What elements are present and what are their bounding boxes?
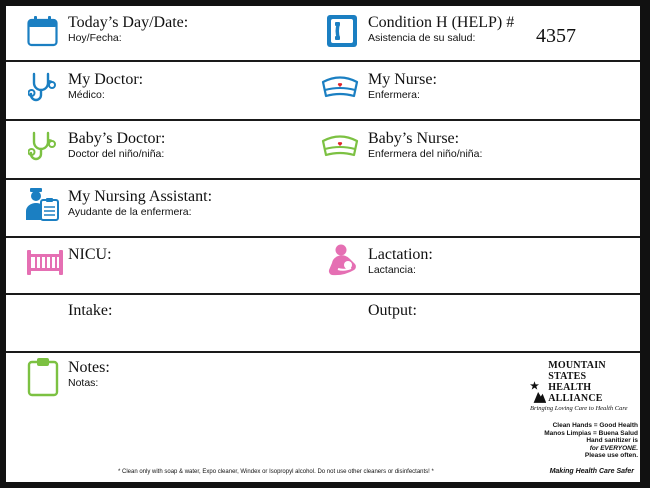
- hygiene-line-4: for EVERYONE.: [589, 444, 638, 452]
- notes-label: Notes:: [68, 359, 110, 376]
- baby-nurse-sublabel: Enfermera del niño/niña:: [368, 148, 483, 160]
- output-field[interactable]: [368, 302, 417, 319]
- row-divider: [6, 236, 640, 238]
- star-mountain-icon: [530, 380, 546, 404]
- today-date-sublabel: Hoy/Fecha:: [68, 32, 122, 44]
- row-divider: [6, 293, 640, 295]
- calendar-icon: [26, 14, 60, 48]
- baby-nurse-field[interactable]: [368, 130, 482, 160]
- baby-doctor-label: Baby’s Doctor:: [68, 130, 166, 147]
- doctor-field[interactable]: [68, 71, 143, 101]
- logo-line-2: HEALTH ALLIANCE: [548, 382, 603, 404]
- today-date-field[interactable]: [68, 14, 188, 44]
- row-divider: [6, 119, 640, 121]
- nursing-assistant-field[interactable]: [68, 188, 212, 218]
- nurse-label: My Nurse:: [368, 71, 437, 88]
- nicu-field[interactable]: [68, 246, 112, 263]
- cleaning-note: * Clean only with soap & water, Expo cleaner, Windex or Isopropyl alcohol. Do not use other cleaners or disinfectants! *: [118, 469, 434, 475]
- hygiene-line-5: Please use often.: [584, 452, 638, 459]
- stethoscope-icon: [28, 71, 60, 105]
- doctor-label: My Doctor:: [68, 71, 144, 88]
- lactation-icon: [326, 243, 360, 279]
- nurse-sublabel: Enfermera:: [368, 89, 420, 101]
- hygiene-line-2: Manos Limpias = Buena Salud: [544, 429, 638, 437]
- nurse-field[interactable]: [368, 71, 437, 101]
- nursing-assistant-label: My Nursing Assistant:: [68, 188, 213, 205]
- baby-nurse-label: Baby’s Nurse:: [368, 130, 460, 147]
- mountain-states-logo: [530, 360, 638, 412]
- baby-doctor-field[interactable]: [68, 130, 165, 160]
- row-divider: [6, 178, 640, 180]
- logo-line-1: MOUNTAIN STATES: [548, 360, 606, 382]
- crib-icon: [26, 248, 64, 276]
- lactation-sublabel: Lactancia:: [368, 264, 416, 276]
- output-label: Output:: [368, 302, 417, 319]
- hygiene-line-1: Clean Hands = Good Health: [552, 422, 638, 429]
- logo-tagline: Bringing Loving Care to Health Care: [530, 405, 628, 412]
- phone-icon: [326, 14, 358, 48]
- whiteboard: [4, 4, 642, 484]
- nursing-assistant-icon: [24, 186, 62, 222]
- condition-h-field[interactable]: [368, 14, 514, 44]
- baby-stethoscope-icon: [28, 130, 60, 164]
- baby-nurse-cap-icon: [320, 133, 360, 159]
- notes-field[interactable]: [68, 359, 110, 389]
- lactation-field[interactable]: [368, 246, 433, 276]
- intake-field[interactable]: [68, 302, 112, 319]
- intake-label: Intake:: [68, 302, 113, 319]
- condition-h-sublabel: Asistencia de su salud:: [368, 32, 476, 44]
- slogan: Making Health Care Safer: [549, 468, 634, 475]
- condition-h-label: Condition H (HELP) #: [368, 14, 515, 31]
- hygiene-line-3: Hand sanitizer is: [586, 437, 638, 444]
- row-divider: [6, 351, 640, 353]
- doctor-sublabel: Médico:: [68, 89, 105, 101]
- lactation-label: Lactation:: [368, 246, 433, 263]
- today-date-label: Today’s Day/Date:: [68, 14, 189, 31]
- clipboard-icon: [26, 357, 60, 397]
- nicu-label: NICU:: [68, 246, 112, 263]
- notes-sublabel: Notas:: [68, 377, 99, 389]
- baby-doctor-sublabel: Doctor del niño/niña:: [68, 148, 165, 160]
- row-divider: [6, 60, 640, 62]
- nursing-assistant-sublabel: Ayudante de la enfermera:: [68, 206, 192, 218]
- nurse-cap-icon: [320, 74, 360, 100]
- condition-h-number: 4357: [536, 25, 576, 47]
- hygiene-notice: [530, 422, 638, 460]
